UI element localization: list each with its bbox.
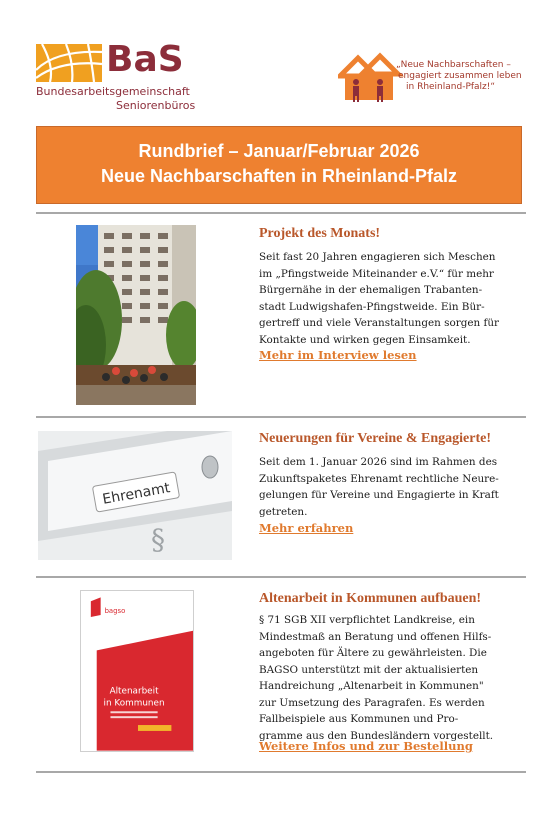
- bas-logo: [36, 40, 196, 118]
- bas-logo-word: BaS: [106, 39, 184, 80]
- bas-logo-line2: Seniorenbüros: [116, 99, 196, 112]
- body-line: Seit dem 1. Januar 2026 sind im Rahmen des: [259, 456, 498, 468]
- binder-photo-icon: [38, 431, 232, 560]
- section-1-body: [259, 249, 521, 348]
- body-line: Zukunftspaketes Ehrenamt rechtliche Neure-: [259, 472, 499, 485]
- neue-nachbarschaften-slogan: [396, 60, 522, 93]
- body-line: BAGSO unterstützt mit der aktualisierten: [259, 663, 479, 676]
- section-3-image[interactable]: [80, 590, 194, 752]
- body-line: im „Pfingstweide Miteinander e.V.“ für mehr: [259, 267, 494, 280]
- brochure-title-line: Altenarbeit: [109, 686, 159, 697]
- section-3-body: [259, 612, 521, 744]
- bas-logo-line1: Bundesarbeitsgemeinschaft: [36, 85, 190, 98]
- body-line: gramme aus den Bundesländern vorgestellt.: [259, 729, 494, 742]
- body-line: Kontakte und wirken gegen Einsamkeit.: [259, 333, 471, 346]
- newsletter-banner: [36, 126, 522, 204]
- slogan-line: engagiert zusammen leben: [398, 71, 522, 81]
- body-line: angeboten für Ältere zu gewährleisten. Die: [259, 647, 487, 659]
- body-line: Bürgernähe in der ehemaligen Trabanten-: [259, 284, 483, 296]
- slogan-line: „Neue Nachbarschaften –: [396, 60, 511, 70]
- houses-people-icon: [338, 52, 404, 104]
- svg-text:§: §: [151, 523, 165, 556]
- section-divider: [36, 771, 526, 773]
- body-line: gertreff und viele Veranstaltungen sorgen für: [259, 317, 499, 329]
- bas-logo-mark-icon: [36, 44, 102, 82]
- section-1-link[interactable]: Mehr im Interview lesen: [259, 348, 417, 362]
- apartment-building-photo-icon: [76, 225, 196, 405]
- section-3-link[interactable]: Weitere Infos und zur Bestellung: [259, 739, 473, 753]
- body-line: zur Umsetzung des Paragrafen. Es werden: [259, 696, 485, 709]
- brochure-title-line: in Kommunen: [103, 698, 165, 709]
- body-line: gelungen für Vereine und Engagierte in Kraft: [259, 489, 499, 501]
- section-2-link[interactable]: Mehr erfahren: [259, 521, 354, 535]
- section-3-title: Altenarbeit in Kommunen aufbauen!: [259, 591, 482, 606]
- section-2-image[interactable]: [38, 431, 232, 560]
- section-divider: [36, 416, 526, 418]
- section-1-image[interactable]: [76, 225, 196, 405]
- body-line: § 71 SGB XII verpflichtet Landkreise, ein: [259, 614, 475, 626]
- slogan-line: in Rheinland-Pfalz!“: [406, 82, 496, 92]
- publisher-name: bagso: [104, 607, 126, 616]
- section-2-body: [259, 454, 521, 520]
- body-line: Handreichung „Altenarbeit in Kommunen": [259, 680, 484, 692]
- neue-nachbarschaften-logo: [338, 52, 522, 104]
- section-divider: [36, 212, 526, 214]
- section-divider: [36, 576, 526, 578]
- body-line: Fallbeispiele aus Kommunen und Pro-: [259, 713, 459, 725]
- body-line: getreten.: [259, 505, 308, 518]
- binder-label: Ehrenamt: [101, 480, 172, 508]
- brochure-cover-icon: [81, 591, 193, 751]
- section-1-title: Projekt des Monats!: [259, 226, 381, 241]
- banner-title: Rundbrief – Januar/Februar 2026: [138, 141, 420, 161]
- section-2-title: Neuerungen für Vereine & Engagierte!: [259, 431, 492, 446]
- banner-subtitle: Neue Nachbarschaften in Rheinland-Pfalz: [100, 166, 458, 186]
- body-line: stadt Ludwigshafen-Pfingstweide. Ein Bür-: [259, 300, 485, 313]
- body-line: Mindestmaß an Beratung und offenen Hilfs-: [259, 630, 492, 643]
- body-line: Seit fast 20 Jahren engagieren sich Meschen: [259, 251, 496, 263]
